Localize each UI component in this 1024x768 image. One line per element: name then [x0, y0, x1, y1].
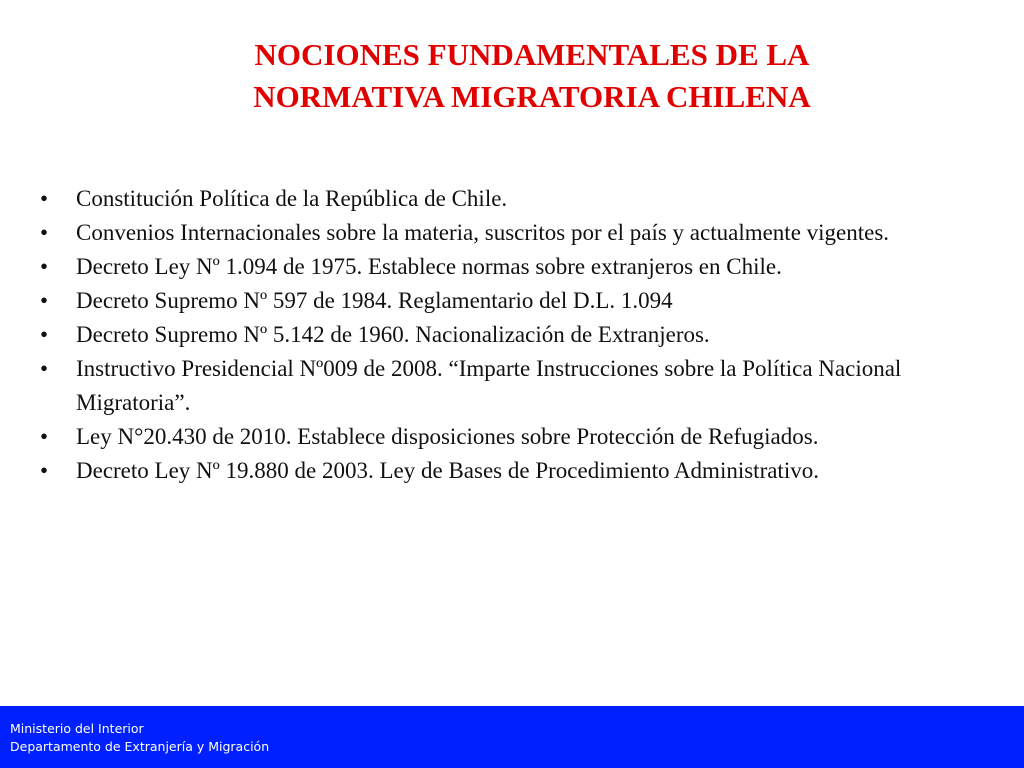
slide-title-line-1: NOCIONES FUNDAMENTALES DE LA: [254, 37, 810, 72]
list-item-text: Decreto Ley Nº 19.880 de 2003. Ley de Bases de Procedimiento Administrativo.: [76, 458, 819, 483]
list-item-text: Ley N°20.430 de 2010. Establece disposiciones sobre Protección de Refugiados.: [76, 424, 819, 449]
bullet-icon: •: [40, 186, 49, 211]
list-item: [40, 318, 970, 352]
list-item: [40, 352, 970, 420]
bullet-icon: •: [40, 424, 49, 449]
list-item: [40, 420, 970, 454]
bullet-list: [40, 182, 970, 488]
bullet-icon: •: [40, 220, 49, 245]
list-item: [40, 216, 970, 250]
list-item-text: Decreto Ley Nº 1.094 de 1975. Establece normas sobre extranjeros en Chile.: [76, 254, 782, 279]
bullet-icon: •: [40, 254, 49, 279]
footer-department: Departamento de Extranjería y Migración: [10, 739, 270, 754]
footer-ministry: Ministerio del Interior: [10, 721, 144, 736]
list-item: [40, 250, 970, 284]
bullet-icon: •: [40, 322, 49, 347]
bullet-icon: •: [40, 458, 49, 483]
list-item: [40, 454, 970, 488]
footer-bar: [0, 706, 1024, 768]
bullet-icon: •: [40, 356, 49, 381]
list-item-text: Instructivo Presidencial Nº009 de 2008. “Imparte Instrucciones sobre la Política Nacional Migratoria”.: [76, 356, 902, 415]
slide-title: [112, 34, 952, 118]
list-item-text: Convenios Internacionales sobre la materia, suscritos por el país y actualmente vigentes.: [76, 220, 890, 245]
footer-text: [10, 720, 269, 756]
list-item-text: Decreto Supremo Nº 5.142 de 1960. Nacionalización de Extranjeros.: [76, 322, 710, 347]
bullet-icon: •: [40, 288, 49, 313]
list-item-text: Decreto Supremo Nº 597 de 1984. Reglamentario del D.L. 1.094: [76, 288, 673, 313]
list-item: [40, 284, 970, 318]
list-item: [40, 182, 970, 216]
list-item-text: Constitución Política de la República de Chile.: [76, 186, 508, 211]
slide-title-line-2: NORMATIVA MIGRATORIA CHILENA: [253, 79, 811, 114]
